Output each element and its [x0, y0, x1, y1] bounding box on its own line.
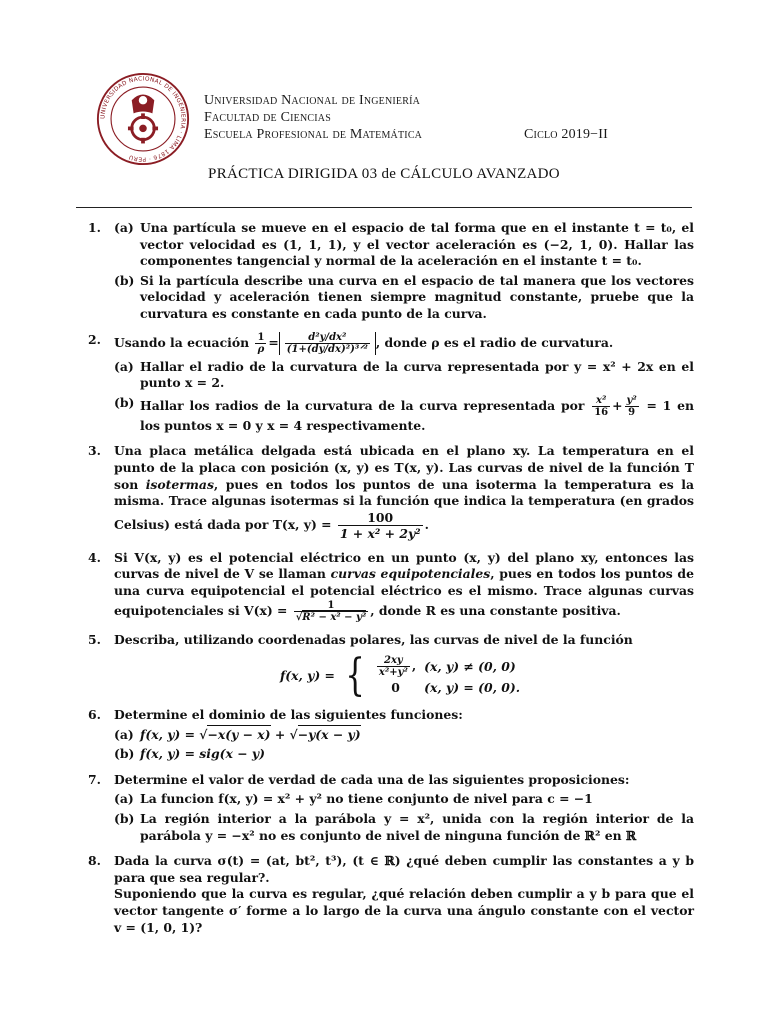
problem-number: 5. [88, 631, 101, 647]
problem-4 [88, 550, 694, 623]
piecewise-cases: $\frac{2xy}{\text{x²+y²}}$ , (x, y) ≠ (0, 0) 0 (x, y) = (0, 0). [375, 654, 528, 698]
ellipse-x-fraction: $\frac{\text{x²}}{16}$ [594, 394, 609, 418]
item-text: Hallar los radios de la curvatura de la curva representada por [140, 397, 585, 413]
problem-5 [88, 631, 694, 702]
item-label: (a) [114, 791, 134, 807]
header-divider [76, 207, 692, 208]
problem-emphasis: isotermas [145, 476, 214, 492]
school-name: Escuela Profesional de Matemática [204, 127, 423, 142]
problem-2-item-a [114, 359, 694, 392]
problem-1-item-a [114, 220, 694, 270]
item-label: (b) [114, 811, 135, 827]
problem-number: 7. [88, 771, 101, 787]
problem-8 [88, 853, 694, 936]
problem-7-item-a [114, 791, 694, 808]
case2-condition: (x, y) = (0, 0). [424, 680, 521, 696]
problem-text-tail: , donde R es una constante positiva. [370, 602, 621, 618]
problem-number: 8. [88, 853, 101, 869]
problem-1 [88, 220, 694, 323]
item-text: Si la partícula describe una curva en el espacio de tal manera que los vectores velocidad y aceleración tienen siempre magnitud constante, pruebe que la curvatura es constante en cada punto de la curva. [140, 272, 694, 321]
problem-6 [88, 707, 694, 763]
item-label: (a) [114, 726, 134, 742]
problem-1-item-b [114, 273, 694, 323]
problem-text: Usando la ecuación [114, 334, 250, 350]
radicand-1: −x(y − x) [207, 726, 271, 742]
item-text: Hallar el radio de la curvatura de la curva representada por y = x² + 2x en el punto x = 2. [140, 358, 694, 391]
item-label: (b) [114, 272, 135, 288]
document-title: PRÁCTICA DIRIGIDA 03 de CÁLCULO AVANZADO [208, 166, 560, 182]
ellipse-y-fraction: $\frac{\text{y²}}{9}$ [626, 394, 637, 418]
item-label: (b) [114, 746, 135, 762]
faculty-name: Facultad de Ciencias [204, 110, 331, 125]
radicand-2: −y(x − y) [297, 726, 361, 742]
item-text: La región interior a la parábola y = x², unida con la región interior de la parábola y = −x² no es conjunto de nivel de ninguna función de ℝ² en ℝ [140, 811, 694, 843]
problem-text: Si V(x, y) es el potencial eléctrico en un punto (x, y) del plano xy, entonces las curvas de nivel de V se llaman [114, 549, 694, 582]
problem-2-item-b: (b) Hallar los radios de la curvatura de la curva representada por $\frac{\text{x²}}{16}$ + $\frac{\text{y²}}{9}$ = 1 en los puntos x = 0 y x = 4 respectivamente. [114, 394, 694, 433]
problem-7-item-b [114, 811, 694, 844]
problem-text: Describa, utilizando coordenadas polares, las curvas de nivel de la función [114, 631, 633, 647]
curvature-lhs-fraction: $\frac{1}{\rho}$ [257, 331, 265, 355]
problem-text-cont: , pues en todos los puntos de una isoterma la temperatura es la misma. Trace algunas isotermas si la función que indica la temperatura (en grados Celsius) está dada por T(x, y) = [114, 476, 694, 532]
item-text: f(x, y) = sig(x − y) [140, 746, 265, 762]
problem-text: Una placa metálica delgada está ubicada en el plano xy. La temperatura en el punto de la placa con posición (x, y) es T(x, y). Las curvas de nivel de la función T son [114, 443, 694, 492]
item-formula-start: f(x, y) = √ [140, 726, 208, 742]
item-text-tail: = 1 en los puntos x = 0 y x = 4 respectivamente. [140, 397, 694, 433]
problem-7 [88, 772, 694, 844]
item-text: Una partícula se mueve en el espacio de tal forma que en el instante t = t₀, el vector velocidad es (1, 1, 1), y el vector aceleración es (−2, 1, 0). Hallar las componentes tangencial y normal de la aceleración en el instante t = t₀. [140, 220, 694, 269]
item-label: (a) [114, 358, 134, 374]
svg-text:UNIVERSIDAD NACIONAL DE INGENI: UNIVERSIDAD NACIONAL DE INGENIERIA · LIMA 1876 · PERU [100, 76, 186, 162]
problem-6-item-a [114, 727, 694, 744]
item-label: (b) [114, 394, 135, 410]
problem-text-tail: , donde ρ es el radio de curvatura. [375, 334, 614, 350]
document-header [204, 92, 608, 143]
item-formula-mid: + √ [270, 726, 298, 742]
problem-3: 3. Una placa metálica delgada está ubicada en el plano xy. La temperatura en el punto de la placa con posición (x, y) es T(x, y). Las curvas de nivel de la función T son isotermas, pues en todos los puntos de una isoterma la temperatura es la misma. Trace algunas isotermas si la función que indica la temperatura (en grados Celsius) está dada por T(x, y) = $\frac{100}{\text{1 + x² + 2y²}}$ . [88, 443, 694, 541]
university-seal-logo [96, 72, 190, 166]
problem-number: 4. [88, 549, 101, 565]
case1-condition: (x, y) ≠ (0, 0) [424, 658, 516, 674]
temperature-fraction: $\frac{100}{\text{1 + x² + 2y²}}$ [339, 509, 421, 541]
university-name: Universidad Nacional de Ingeniería [204, 93, 421, 108]
problem-6-item-b [114, 746, 694, 763]
problem-number: 2. [88, 331, 101, 347]
problem-text-cont: , pues en todos los puntos de una curva equipotencial el potencial eléctrico es el mismo. Trace algunas curvas equipotenciales si V(x) = [114, 566, 694, 618]
problem-emphasis: curvas equipotenciales [330, 566, 491, 582]
problem-number: 3. [88, 443, 101, 459]
problem-text: Determine el valor de verdad de cada una de las siguientes proposiciones: [114, 771, 630, 787]
piecewise-lhs: f(x, y) = [279, 667, 335, 683]
problem-text: Determine el dominio de las siguientes funciones: [114, 707, 463, 723]
problem-number: 6. [88, 707, 101, 723]
item-label: (a) [114, 220, 134, 235]
problem-list [88, 220, 694, 945]
potential-fraction: $\frac{1}{\text{√R² − x² − y²}}$ [295, 599, 367, 623]
case1-value: $\frac{2xy}{\text{x²+y²}}$ [378, 655, 408, 679]
brace-symbol: { [345, 650, 365, 702]
curvature-formula: $\frac{\text{d²y/dx²}}{\text{(1+(dy/dx)²)³ᐟ²}}$ [279, 332, 376, 355]
problem-text: Dada la curva σ(t) = (at, bt², t³), (t ∈ ℝ) ¿qué deben cumplir las constantes a y b para que sea regular?. [114, 853, 694, 885]
case2-value: 0 [391, 680, 400, 696]
problem-2: 2. Usando la ecuación $\frac{1}{\rho}$ = $\frac{\text{d²y/dx²}}{\text{(1+(dy/dx)²)³ᐟ²}}$ , donde ρ es el radio de curvatura. (a) Hallar el radio de la curvatura de la curva representada por y = x² + 2x en el punto x = 2. (b) Hallar los radios de la curvatura de la curva representada por $\frac{\text{x²}}{16}$ + $\frac{\text{y²}}{9}$ = 1 en los puntos x = 0 y x = 4 respectivamente. [88, 331, 694, 433]
problem-number: 1. [88, 220, 101, 235]
problem-text-cont: Suponiendo que la curva es regular, ¿qué relación deben cumplir a y b para que el vector tangente σ′ forme a lo largo de la curva una ángulo constante con el vector v = (1, 0, 1)? [114, 886, 694, 935]
item-text: La funcion f(x, y) = x² + y² no tiene conjunto de nivel para c = −1 [140, 791, 593, 807]
piecewise-function [114, 650, 694, 702]
cycle-label: Ciclo 2019−II [524, 127, 608, 142]
